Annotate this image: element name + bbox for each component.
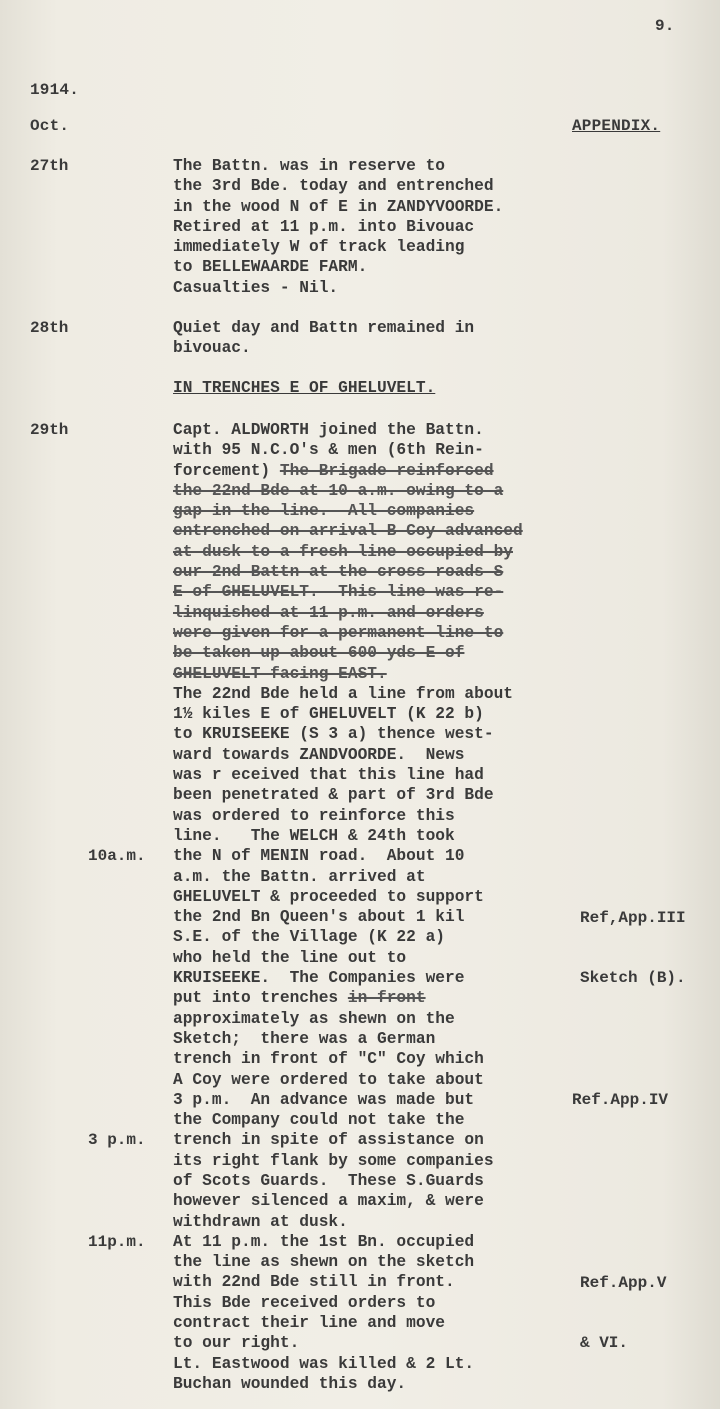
entry-line: been penetrated & part of 3rd Bde [173, 786, 494, 805]
ref-line: & VI. [580, 1334, 629, 1353]
entry-line: approximately as shewn on the [173, 1009, 455, 1028]
date-27th: 27th [30, 157, 69, 175]
entry-line: S.E. of the Village (K 22 a) [173, 928, 445, 947]
time-10am: 10a.m. [88, 847, 146, 865]
date-28th: 28th [30, 319, 69, 337]
entry-line: Lt. Eastwood was killed & 2 Lt. [173, 1354, 475, 1373]
struck-line: were given for a permanent line to [173, 623, 504, 642]
entry-line: The 22nd Bde held a line from about [173, 684, 513, 703]
entry-line-text: put into trenches [173, 989, 348, 1008]
entry-line: the line as shewn on the sketch [173, 1253, 475, 1272]
appendix-ref-iii [580, 867, 686, 1029]
entry-line: line. The WELCH & 24th took [173, 826, 455, 845]
entry-line: the N of MENIN road. About 10 [173, 847, 465, 866]
struck-line: entrenched on arrival B Coy advanced [173, 522, 523, 541]
entry-line-text: forcement) [173, 461, 280, 480]
entry-line: was ordered to reinforce this [173, 806, 455, 825]
entry-line: Capt. ALDWORTH joined the Battn. [173, 421, 484, 439]
entry-line: however silenced a maxim, & were [173, 1192, 484, 1211]
entry-line: 3 p.m. An advance was made but [173, 1090, 475, 1109]
entry-line: a.m. the Battn. arrived at [173, 867, 426, 886]
struck-text: in front [347, 989, 426, 1008]
entry-line: trench in front of "C" Coy which [173, 1050, 484, 1069]
entry-line: Buchan wounded this day. [173, 1374, 407, 1393]
struck-line: at dusk to a fresh line occupied by [173, 542, 513, 561]
struck-line: gap in the line. All companies [173, 502, 475, 521]
entry-line: its right flank by some companies [173, 1151, 494, 1170]
struck-text: The Brigade reinforced [279, 461, 494, 480]
entry-line: Retired at 11 p.m. into Bivouac [173, 217, 475, 236]
entry-line: who held the line out to [173, 948, 407, 967]
entry-line: immediately W of track leading [173, 238, 465, 257]
entry-line: At 11 p.m. the 1st Bn. occupied [173, 1232, 475, 1251]
page-number: 9. [655, 17, 675, 35]
entry-line: ward towards ZANDVOORDE. News [173, 745, 465, 764]
appendix-heading: APPENDIX. [572, 117, 661, 135]
entry-line: 1½ kiles E of GHELUVELT (K 22 b) [173, 705, 484, 724]
struck-line: the 22nd Bde at 10 a.m. owing to a [173, 481, 504, 500]
entry-line: was r eceived that this line had [173, 766, 484, 785]
entry-line: in the wood N of E in ZANDYVOORDE. [173, 197, 504, 216]
entry-line: the 3rd Bde. today and entrenched [173, 177, 494, 196]
ref-line: Sketch (B). [580, 969, 686, 988]
entry-line [173, 988, 523, 1008]
entry-line: of Scots Guards. These S.Guards [173, 1171, 484, 1190]
struck-line: linquished at 11 p.m. and orders [173, 603, 484, 622]
time-3pm: 3 p.m. [88, 1131, 146, 1149]
year-label: 1914. [30, 81, 80, 99]
entry-line: Sketch; there was a German [173, 1029, 436, 1048]
entry-line: to BELLEWAARDE FARM. [173, 258, 368, 277]
entry-line: to KRUISEEKE (S 3 a) thence west- [173, 725, 494, 744]
ref-line: Ref.App.V [580, 1273, 667, 1292]
struck-line: GHELUVELT facing EAST. [173, 664, 387, 683]
entry-line: Casualties - Nil. [173, 278, 339, 297]
entry-line: GHELUVELT & proceeded to support [173, 887, 484, 906]
entry-line: the 2nd Bn Queen's about 1 kil [173, 908, 465, 927]
section-heading: IN TRENCHES E OF GHELUVELT. [173, 379, 436, 397]
struck-line: E of GHELUVELT. This line was re- [173, 583, 504, 602]
entry-line: Quiet day and Battn remained in [173, 319, 475, 337]
entry-line: This Bde received orders to [173, 1293, 436, 1312]
struck-line: our 2nd Battn at the cross roads S [173, 563, 504, 582]
entry-line: with 95 N.C.O's & men (6th Rein- [173, 441, 484, 460]
appendix-ref-v-vi [580, 1232, 666, 1394]
entry-line: withdrawn at dusk. [173, 1212, 348, 1231]
entry-line: KRUISEEKE. The Companies were [173, 969, 465, 988]
entry-line: A Coy were ordered to take about [173, 1070, 484, 1089]
entry-line: with 22nd Bde still in front. [173, 1273, 455, 1292]
entry-line: to our right. [173, 1334, 300, 1353]
entry-28th [173, 318, 474, 359]
entry-line: the Company could not take the [173, 1111, 465, 1130]
entry-29th [173, 420, 523, 1394]
struck-line: be taken up about 600 yds E of [173, 644, 465, 663]
entry-27th [173, 156, 503, 298]
month-label: Oct. [30, 117, 70, 135]
entry-line [173, 461, 523, 481]
entry-line: trench in spite of assistance on [173, 1131, 484, 1150]
entry-line: contract their line and move [173, 1314, 445, 1333]
entry-line: The Battn. was in reserve to [173, 157, 445, 175]
ref-line: Ref,App.III [580, 908, 686, 927]
date-29th: 29th [30, 421, 69, 439]
time-11pm: 11p.m. [88, 1233, 146, 1251]
appendix-ref-iv: Ref.App.IV [572, 1091, 669, 1109]
entry-line: bivouac. [173, 339, 251, 358]
